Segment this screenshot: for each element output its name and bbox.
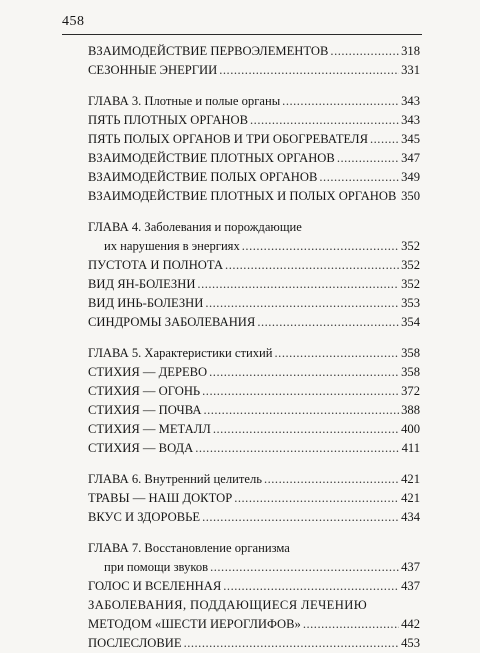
toc-entry-page: 347 xyxy=(401,151,420,165)
toc-entry-title: СЕЗОННЫЕ ЭНЕРГИИ xyxy=(88,63,218,77)
toc-section xyxy=(88,470,420,527)
header-rule xyxy=(62,34,422,35)
toc-section xyxy=(88,42,420,80)
section-gap xyxy=(88,206,420,218)
toc-entry-page: 352 xyxy=(401,239,420,253)
toc-entry-title: ПУСТОТА И ПОЛНОТА xyxy=(88,258,224,272)
toc-section xyxy=(88,92,420,206)
dot-leader xyxy=(203,401,399,420)
toc-entry-page: 358 xyxy=(401,365,420,379)
toc-entry-title: ПЯТЬ ПОЛЫХ ОРГАНОВ И ТРИ ОБОГРЕВАТЕЛЯ xyxy=(88,132,368,146)
toc-section xyxy=(88,539,420,653)
dot-leader xyxy=(205,294,399,313)
dot-leader xyxy=(250,111,399,130)
chapter-heading: ГЛАВА 4. Заболевания и порождающие xyxy=(88,220,302,234)
toc-entry-page: 358 xyxy=(401,346,420,360)
dot-leader xyxy=(223,577,399,596)
dot-leader xyxy=(184,634,400,653)
toc-entry-page: 349 xyxy=(401,170,420,184)
dot-leader xyxy=(398,187,399,206)
dot-leader xyxy=(210,558,399,577)
toc-entry[interactable] xyxy=(88,508,420,527)
dot-leader xyxy=(282,92,399,111)
dot-leader xyxy=(303,615,399,634)
toc-entry-page: 372 xyxy=(401,384,420,398)
toc-entry[interactable] xyxy=(88,237,420,256)
dot-leader xyxy=(234,489,399,508)
toc-entry-title: ВИД ИНЬ-БОЛЕЗНИ xyxy=(88,296,204,310)
toc-entry-page: 421 xyxy=(401,472,420,486)
toc-section xyxy=(88,218,420,332)
toc-entry[interactable] xyxy=(88,634,420,653)
toc-entry-title: ГЛАВА 6. Внутренний целитель xyxy=(88,472,262,486)
toc-entry-page: 411 xyxy=(401,441,420,455)
toc-entry-title: СТИХИЯ — ПОЧВА xyxy=(88,403,202,417)
toc-entry-page: 343 xyxy=(401,113,420,127)
toc-entry-title: СТИХИЯ — ВОДА xyxy=(88,441,194,455)
toc-entry[interactable] xyxy=(88,382,420,401)
chapter-heading: ГЛАВА 7. Восстановление организма xyxy=(88,541,290,555)
toc-entry-page: 350 xyxy=(401,189,420,203)
toc-entry-page: 353 xyxy=(401,296,420,310)
toc-entry-title: СИНДРОМЫ ЗАБОЛЕВАНИЯ xyxy=(88,315,256,329)
toc-entry-title: СТИХИЯ — ОГОНЬ xyxy=(88,384,201,398)
toc-entry-page: 421 xyxy=(401,491,420,505)
toc-entry[interactable] xyxy=(88,313,420,332)
page-number: 458 xyxy=(62,14,85,29)
dot-leader xyxy=(242,237,399,256)
toc-entry[interactable] xyxy=(88,489,420,508)
dot-leader xyxy=(197,275,399,294)
toc-entry-page: 354 xyxy=(401,315,420,329)
toc-entry-title: ВЗАИМОДЕЙСТВИЕ ПЛОТНЫХ И ПОЛЫХ ОРГАНОВ xyxy=(88,189,397,203)
toc-entry[interactable] xyxy=(88,420,420,439)
toc-entry[interactable] xyxy=(88,363,420,382)
toc-entry[interactable] xyxy=(88,61,420,80)
toc-entry-page: 437 xyxy=(401,579,420,593)
toc-entry[interactable] xyxy=(88,294,420,313)
toc-entry-page: 434 xyxy=(401,510,420,524)
toc-entry-page: 318 xyxy=(401,44,420,58)
section-gap xyxy=(88,332,420,344)
toc-entry-title[interactable]: ЗАБОЛЕВАНИЯ, ПОДДАЮЩИЕСЯ ЛЕЧЕНИЮ xyxy=(88,598,368,612)
toc-entry[interactable] xyxy=(88,439,420,458)
dot-leader xyxy=(370,130,399,149)
dot-leader xyxy=(202,382,399,401)
toc-entry[interactable] xyxy=(88,111,420,130)
toc-entry-page: 400 xyxy=(401,422,420,436)
dot-leader xyxy=(275,344,400,363)
toc-entry-page: 442 xyxy=(401,617,420,631)
dot-leader xyxy=(202,508,399,527)
toc-entry-title: ПОСЛЕСЛОВИЕ xyxy=(88,636,182,650)
table-of-contents xyxy=(88,42,420,653)
toc-entry-page: 453 xyxy=(401,636,420,650)
toc-entry-page: 437 xyxy=(401,560,420,574)
toc-entry[interactable] xyxy=(88,275,420,294)
toc-entry-title: ВЗАИМОДЕЙСТВИЕ ПЕРВОЭЛЕМЕНТОВ xyxy=(88,44,329,58)
toc-entry-title: ТРАВЫ — НАШ ДОКТОР xyxy=(88,491,233,505)
section-gap xyxy=(88,527,420,539)
dot-leader xyxy=(213,420,399,439)
toc-entry[interactable] xyxy=(88,42,420,61)
toc-entry-page: 388 xyxy=(401,403,420,417)
toc-entry[interactable] xyxy=(88,168,420,187)
toc-entry-title: их нарушения в энергиях xyxy=(104,239,240,253)
toc-entry[interactable] xyxy=(88,470,420,489)
section-gap xyxy=(88,80,420,92)
toc-entry[interactable] xyxy=(88,256,420,275)
toc-entry-title: ГОЛОС И ВСЕЛЕННАЯ xyxy=(88,579,222,593)
dot-leader xyxy=(337,149,399,168)
toc-entry-title: СТИХИЯ — МЕТАЛЛ xyxy=(88,422,211,436)
toc-entry[interactable] xyxy=(88,344,420,363)
dot-leader xyxy=(209,363,399,382)
toc-entry[interactable] xyxy=(88,615,420,634)
toc-entry[interactable] xyxy=(88,401,420,420)
toc-entry-title: ВЗАИМОДЕЙСТВИЕ ПОЛЫХ ОРГАНОВ xyxy=(88,170,318,184)
toc-entry-page: 352 xyxy=(401,258,420,272)
toc-entry[interactable] xyxy=(88,92,420,111)
dot-leader xyxy=(195,439,399,458)
dot-leader xyxy=(319,168,399,187)
section-gap xyxy=(88,458,420,470)
toc-entry-title: МЕТОДОМ «ШЕСТИ ИЕРОГЛИФОВ» xyxy=(88,617,301,631)
dot-leader xyxy=(225,256,399,275)
toc-section xyxy=(88,344,420,458)
toc-entry-title: ПЯТЬ ПЛОТНЫХ ОРГАНОВ xyxy=(88,113,249,127)
toc-entry-title: ВКУС И ЗДОРОВЬЕ xyxy=(88,510,201,524)
toc-entry-title: СТИХИЯ — ДЕРЕВО xyxy=(88,365,208,379)
toc-entry-title: ВЗАИМОДЕЙСТВИЕ ПЛОТНЫХ ОРГАНОВ xyxy=(88,151,335,165)
toc-entry-title: ГЛАВА 3. Плотные и полые органы xyxy=(88,94,281,108)
dot-leader xyxy=(330,42,399,61)
toc-entry-title: при помощи звуков xyxy=(104,560,209,574)
toc-entry[interactable] xyxy=(88,187,420,206)
toc-entry-page: 345 xyxy=(401,132,420,146)
toc-entry-page: 331 xyxy=(401,63,420,77)
dot-leader xyxy=(219,61,399,80)
toc-entry-title: ВИД ЯН-БОЛЕЗНИ xyxy=(88,277,196,291)
dot-leader xyxy=(264,470,399,489)
toc-entry[interactable] xyxy=(88,577,420,596)
toc-entry-page: 343 xyxy=(401,94,420,108)
toc-entry[interactable] xyxy=(88,558,420,577)
toc-entry[interactable] xyxy=(88,130,420,149)
toc-entry-title: ГЛАВА 5. Характеристики стихий xyxy=(88,346,273,360)
toc-entry-page: 352 xyxy=(401,277,420,291)
dot-leader xyxy=(257,313,399,332)
toc-entry[interactable] xyxy=(88,149,420,168)
